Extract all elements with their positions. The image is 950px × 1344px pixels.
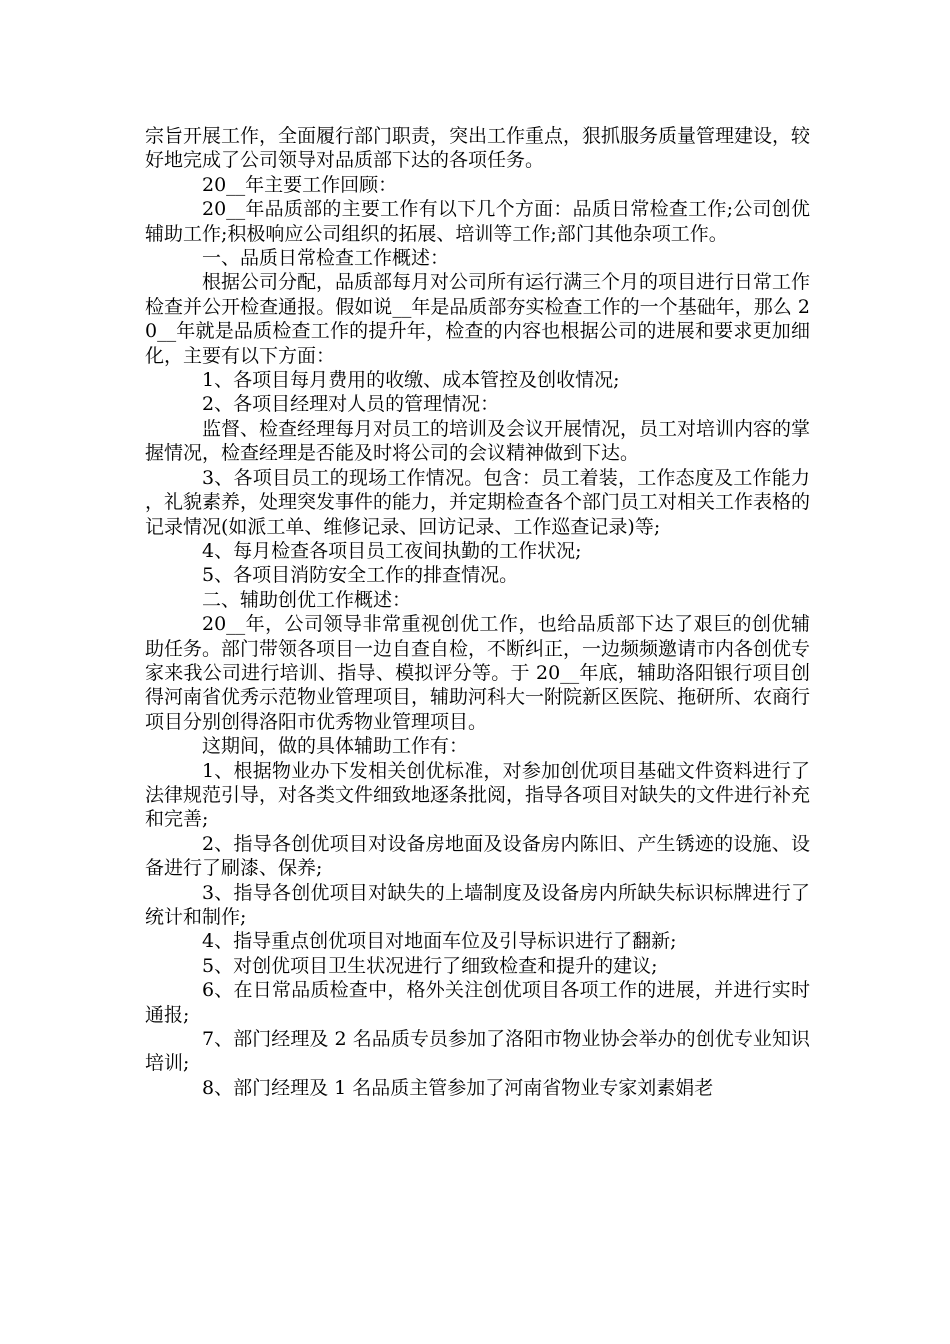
list-item-support-2: 2、指导各创优项目对设备房地面及设备房内陈旧、产生锈迹的设施、设备进行了刷漆、保养;: [145, 832, 810, 880]
paragraph-intro-continuation: 宗旨开展工作，全面履行部门职责，突出工作重点，狠抓服务质量管理建设，较好地完成了公司领导对品质部下达的各项任务。: [145, 125, 811, 172]
paragraph-supervision: 监督、检查经理每月对员工的培训及会议开展情况，员工对培训内容的掌握情况，检查经理是否能及时将公司的会议精神做到下达。: [145, 417, 811, 465]
heading-annual-review: 20__年主要工作回顾：: [202, 173, 398, 196]
list-item-inspection-4: 4、每月检查各项目员工夜间执勤的工作状况;: [202, 539, 582, 562]
paragraph-main-work-overview: 20__年品质部的主要工作有以下几个方面：品质日常检查工作;公司创优辅助工作;积极响应公司组织的拓展、培训等工作;部门其他杂项工作。: [145, 198, 810, 245]
list-item-support-8: 8、部门经理及 1 名品质主管参加了河南省物业专家刘素娟老: [202, 1076, 714, 1099]
list-item-support-1: 1、根据物业办下发相关创优标准，对参加创优项目基础文件资料进行了法律规范引导，对各类文件细致地逐条批阅，指导各项目对缺失的文件进行补充和完善;: [145, 759, 811, 831]
paragraph-excellence-overview: 20__年，公司领导非常重视创优工作，也给品质部下达了艰巨的创优辅助任务。部门带领各项目一边自查自检，不断纠正，一边频频邀请市内各创优专家来我公司进行培训、指导、模拟评分等。于 20__年底，辅助洛阳银行项目创得河南省优秀示范物业管理项目，辅助河科大一附院新区医院、拖研所、农商行项目分别创得洛阳市优秀物业管理项目。: [145, 613, 811, 733]
list-item-inspection-5: 5、各项目消防安全工作的排查情况。: [202, 564, 519, 587]
paragraph-inspection-basis: 根据公司分配，品质部每月对公司所有运行满三个月的项目进行日常工作检查并公开检查通报。假如说__年是品质部夯实检查工作的一个基础年，那么 20__年就是品质检查工作的提升年，检查的内容也根据公司的进展和要求更加细化，主要有以下方面：: [145, 271, 811, 367]
document-body: [145, 124, 810, 1100]
list-item-support-4: 4、指导重点创优项目对地面车位及引导标识进行了翻新;: [202, 930, 677, 953]
list-item-support-3: 3、指导各创优项目对缺失的上墙制度及设备房内所缺失标识标牌进行了统计和制作;: [145, 881, 810, 928]
list-item-support-5: 5、对创优项目卫生状况进行了细致检查和提升的建议;: [202, 954, 658, 977]
list-item-inspection-1: 1、各项目每月费用的收缴、成本管控及创收情况;: [202, 369, 620, 392]
list-item-support-7: 7、部门经理及 2 名品质专员参加了洛阳市物业协会举办的创优专业知识培训;: [145, 1028, 810, 1075]
heading-specific-work: 这期间，做的具体辅助工作有：: [202, 735, 469, 758]
heading-section-two: 二、辅助创优工作概述：: [202, 588, 412, 611]
list-item-inspection-2: 2、各项目经理对人员的管理情况：: [202, 393, 500, 416]
list-item-inspection-3: 3、各项目员工的现场工作情况。包含：员工着装，工作态度及工作能力，礼貌素养，处理突发事件的能力，并定期检查各个部门员工对相关工作表格的记录情况(如派工单、维修记录、回访记录、工作巡查记录)等;: [145, 466, 811, 538]
heading-section-one: 一、品质日常检查工作概述：: [202, 247, 450, 270]
list-item-support-6: 6、在日常品质检查中，格外关注创优项目各项工作的进展，并进行实时通报;: [145, 979, 810, 1026]
